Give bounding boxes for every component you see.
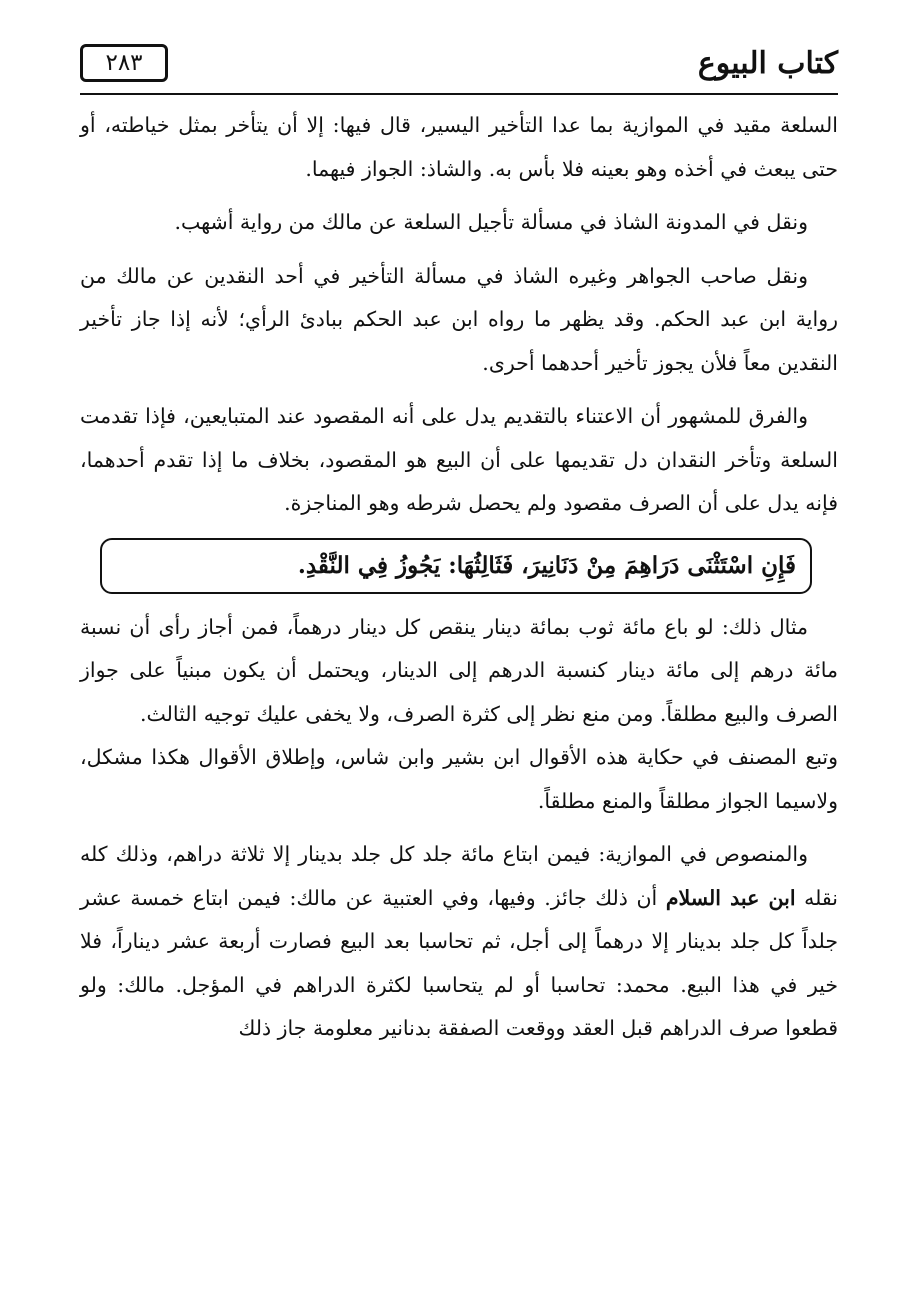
paragraph-1: السلعة مقيد في الموازية بما عدا التأخير اليسير، قال فيها: إلا أن يتأخر بمثل خياطته، أو حتى يبعث في أخذه وهو بعينه فلا بأس به. والشاذ: الجواز فيهما. (80, 113, 838, 181)
matn-text-box: فَإِنِ اسْتَثْنَى دَرَاهِمَ مِنْ دَنَانِيرَ، فَثَالِثُهَا: يَجُوزُ فِي النَّقْدِ. (100, 538, 812, 594)
paragraph-7 (80, 833, 838, 1051)
paragraph-6: وتبع المصنف في حكاية هذه الأقوال ابن بشير وابن شاس، وإطلاق الأقوال هكذا مشكل، ولاسيما الجواز مطلقاً والمنع مطلقاً. (80, 745, 838, 813)
paragraph-7-text-a: والمنصوص في الموازية: فيمن ابتاع مائة جلد كل جلد بدينار إلا ثلاثة دراهم، وذلك كله نقله (80, 842, 838, 910)
paragraph-5: مثال ذلك: لو باع مائة ثوب بمائة دينار ينقص كل دينار درهماً، فمن أجاز رأى أن نسبة مائة درهم إلى مائة دينار كنسبة الدرهم إلى الدينار، ويحتمل أن يكون مبنياً على جواز الصرف والبيع مطلقاً. ومن منع نظر إلى كثرة الصرف، ولا يخفى عليك توجيه الثالث. (80, 614, 838, 726)
paragraph-3: ونقل صاحب الجواهر وغيره الشاذ في مسألة التأخير في أحد النقدين عن مالك من رواية ابن عبد الحكم. وقد يظهر ما رواه ابن عبد الحكم ببادئ الرأي؛ لأنه إذا جاز تأخير النقدين معاً فلأن يجوز تأخير أحدهما أحرى. (80, 263, 838, 375)
paragraph-4: والفرق للمشهور أن الاعتناء بالتقديم يدل على أنه المقصود عند المتبايعين، فإذا تقدمت السلعة وتأخر النقدان دل تقديمها على أن البيع هو المقصود، بخلاف ما إذا تقدم أحدهما، فإنه يدل على أن الصرف مقصود ولم يحصل شرطه وهو المناجزة. (80, 404, 838, 515)
paragraph-7-text-b: أن ذلك جائز. وفيها، وفي العتبية عن مالك: فيمن ابتاع خمسة عشر جلداً كل جلد بدينار إلا درهماً إلى أجل، ثم تحاسبا بعد البيع فصارت أربعة عشر ديناراً، فلا خير في هذا البيع. محمد: تحاسبا أو لم يتحاسبا لكثرة الدراهم في المؤجل. مالك: ولو قطعوا صرف الدراهم قبل العقد ووقعت الصفقة بدنانير معلومة جاز ذلك (80, 885, 838, 1040)
book-title: كتاب البيوع (697, 46, 838, 81)
author-name-bold: ابن عبد السلام (665, 885, 796, 910)
page-body (80, 104, 838, 1051)
page-number: ٢٨٣ (80, 44, 168, 82)
paragraph-2: ونقل في المدونة الشاذ في مسألة تأجيل السلعة عن مالك من رواية أشهب. (174, 210, 808, 234)
page-header (80, 38, 838, 98)
header-divider (80, 93, 838, 95)
